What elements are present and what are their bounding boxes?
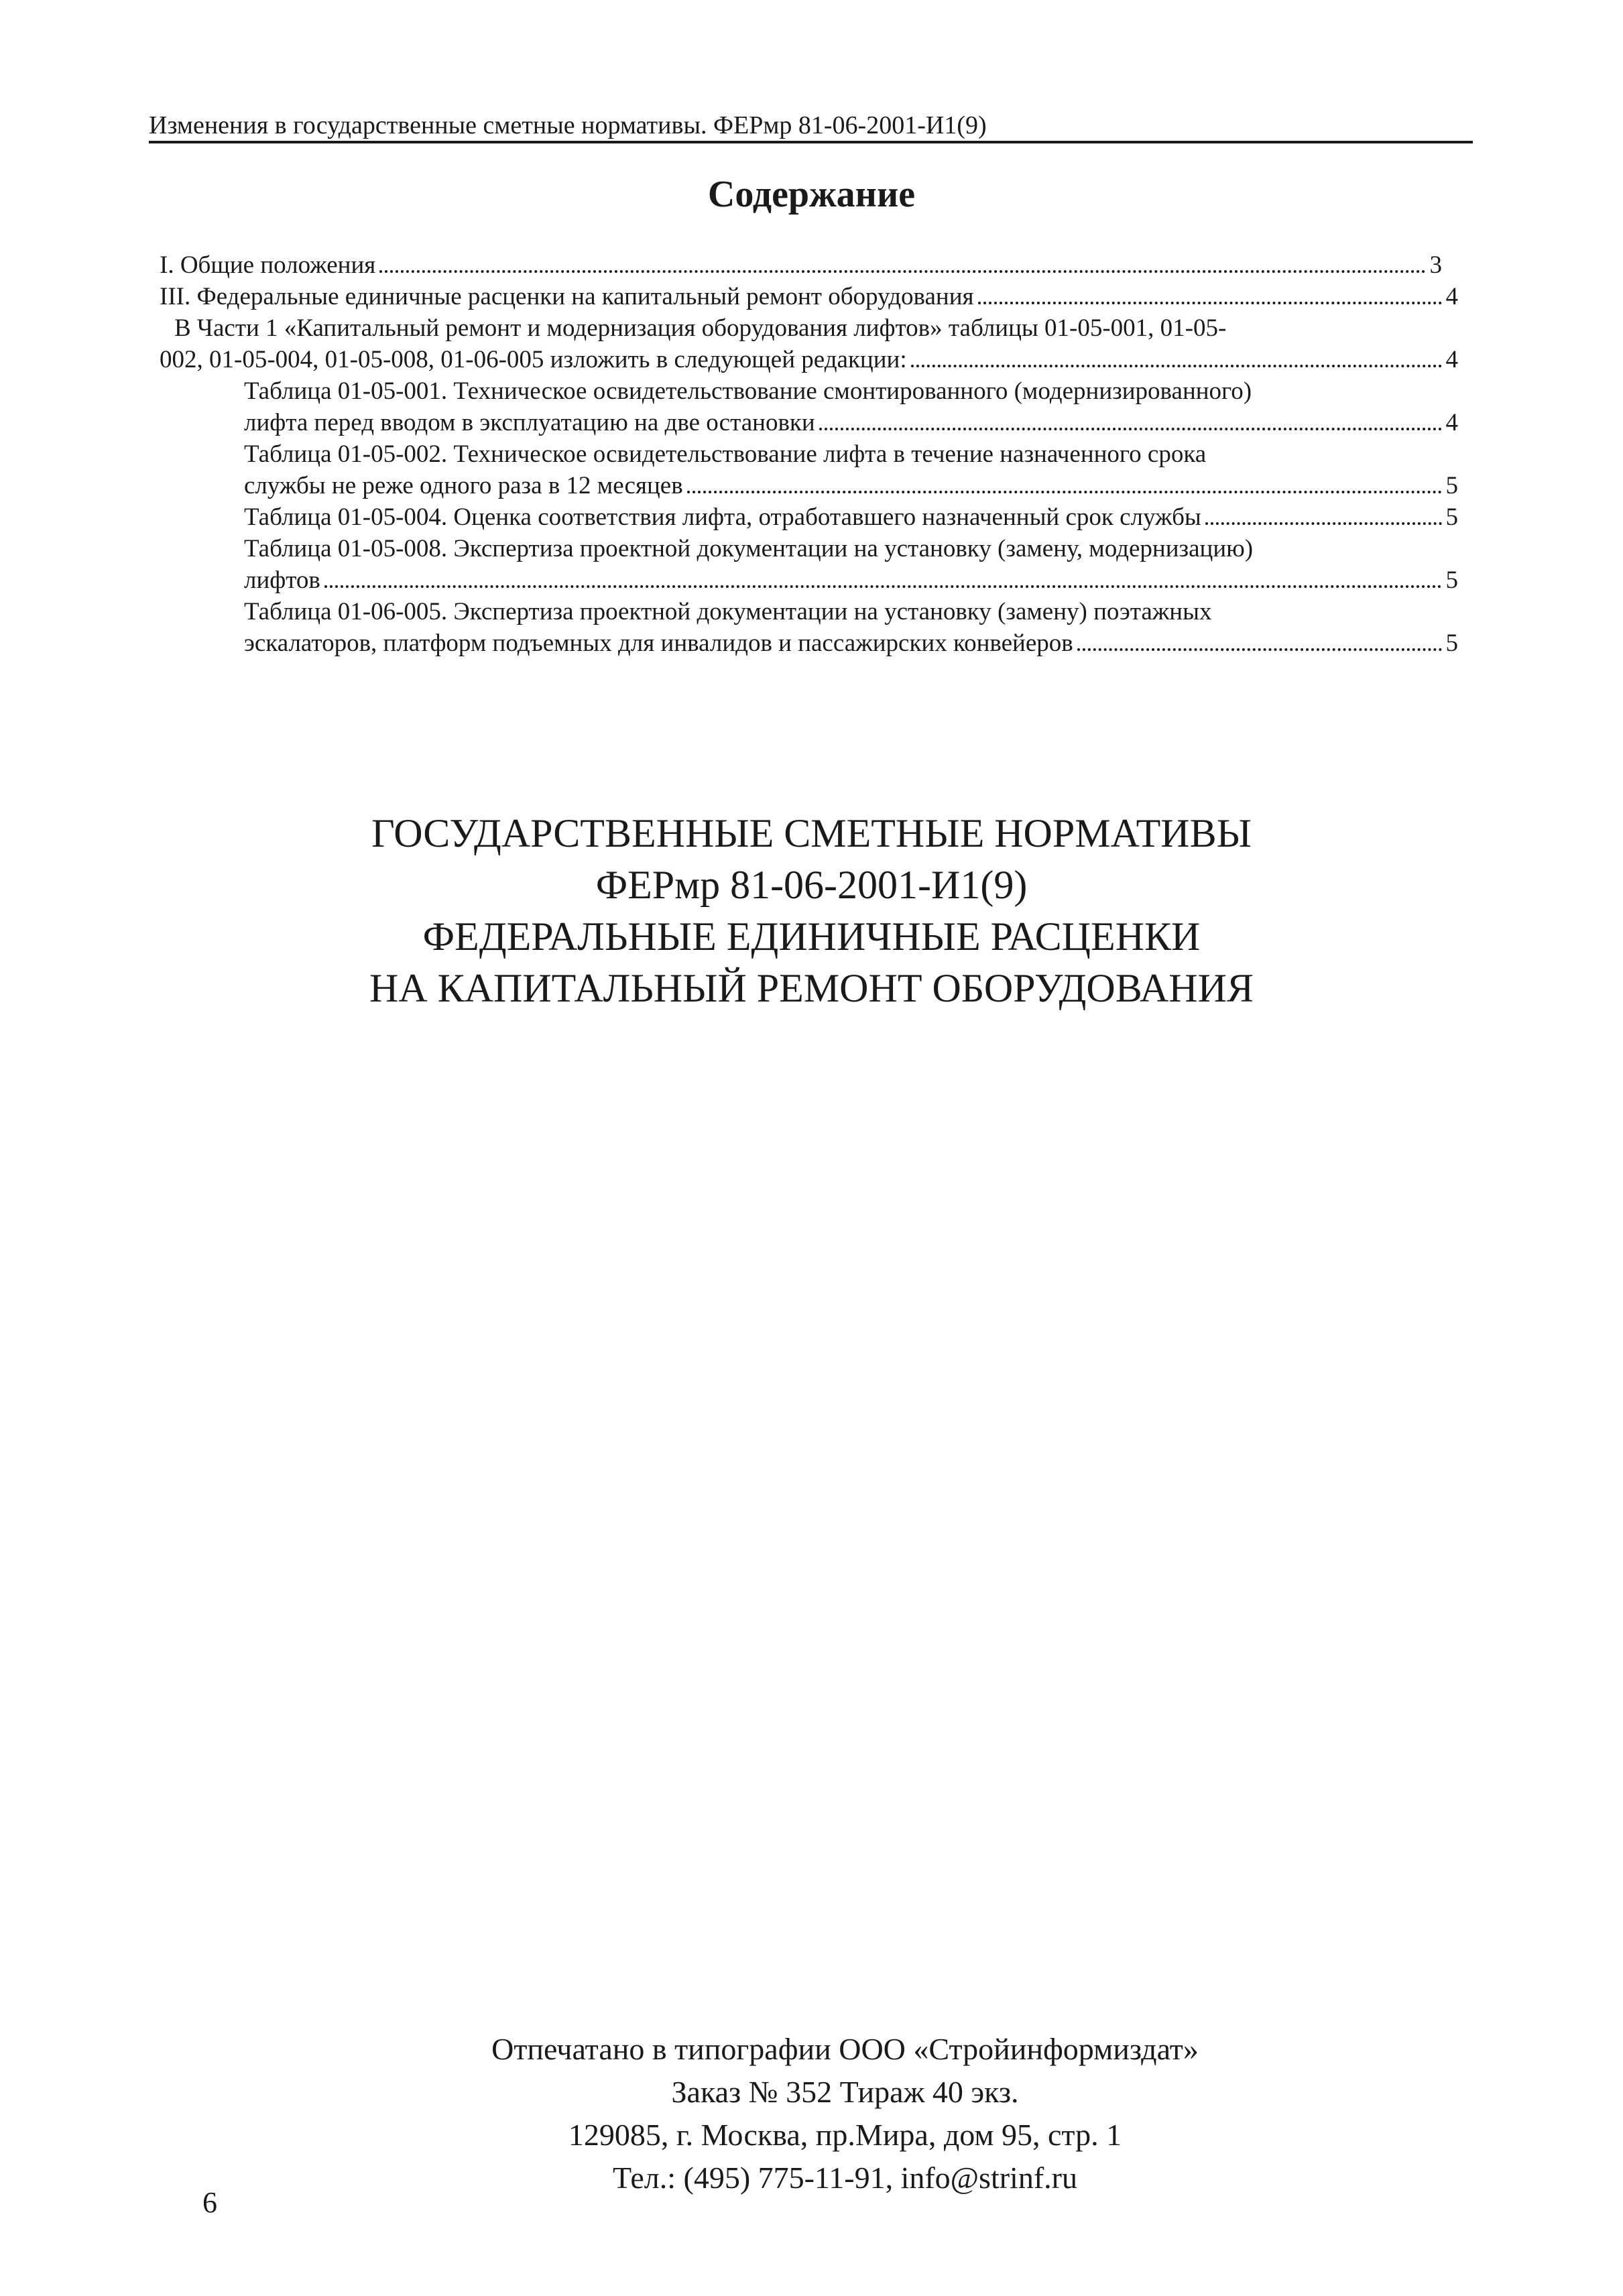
toc-entry-title-line1: Таблица 01-05-001. Техническое освидетельствование смонтированного (модернизированного)	[244, 377, 1252, 405]
toc-title: Содержание	[707, 174, 916, 215]
title-line-code: ФЕРмр 81-06-2001-И1(9)	[595, 863, 1028, 907]
toc-leader-dots	[687, 491, 1442, 493]
toc-page-number: 5	[1445, 472, 1458, 499]
imprint-printer: Отпечатано в типографии ООО «Стройинформиздат»	[491, 2032, 1199, 2066]
toc-entry[interactable]	[244, 533, 1458, 596]
title-line-repair: НА КАПИТАЛЬНЫЙ РЕМОНТ ОБОРУДОВАНИЯ	[369, 966, 1254, 1010]
toc-entry[interactable]	[160, 312, 1458, 375]
toc-page-number: 4	[1445, 346, 1458, 373]
toc-entry[interactable]	[244, 375, 1458, 438]
toc-page-number: 4	[1445, 283, 1458, 310]
toc-leader-dots	[978, 302, 1442, 304]
toc-entry-title-line1: Таблица 01-06-005. Экспертиза проектной документации на установку (замену) поэтажных	[244, 598, 1212, 625]
toc-leader-dots	[379, 270, 1425, 273]
imprint	[0, 2028, 1623, 2199]
page-number: 6	[202, 2186, 217, 2219]
toc-leader-dots	[819, 428, 1442, 430]
toc-entry-title-line2: лифта перед вводом в эксплуатацию на две остановки	[244, 409, 815, 436]
title-line-rates: ФЕДЕРАЛЬНЫЕ ЕДИНИЧНЫЕ РАСЦЕНКИ	[422, 914, 1201, 959]
toc-entry[interactable]	[160, 249, 1442, 281]
toc-leader-dots	[1077, 648, 1442, 651]
header-rule	[149, 141, 1473, 143]
imprint-contacts: Тел.: (495) 775-11-91, info@strinf.ru	[613, 2161, 1077, 2195]
toc-entry-title-line1: Таблица 01-05-008. Экспертиза проектной документации на установку (замену, модернизацию)	[244, 535, 1254, 562]
toc-page-number: 5	[1445, 503, 1458, 531]
toc-leader-dots	[1205, 522, 1442, 525]
toc-page-number: 5	[1445, 629, 1458, 657]
title-line-standards: ГОСУДАРСТВЕННЫЕ СМЕТНЫЕ НОРМАТИВЫ	[371, 811, 1252, 855]
toc-entry-title-line2: лифтов	[244, 566, 320, 594]
toc-page-number: 5	[1445, 566, 1458, 594]
toc-entry-title-line2: 002, 01-05-004, 01-05-008, 01-06-005 изложить в следующей редакции:	[160, 346, 907, 373]
toc-entry[interactable]	[244, 501, 1458, 533]
toc-entry-title: I. Общие положения	[160, 251, 376, 279]
toc-entry-title-line2: службы не реже одного раза в 12 месяцев	[244, 472, 683, 499]
toc-entry[interactable]	[160, 281, 1458, 312]
toc-leader-dots	[911, 365, 1442, 367]
toc-entry[interactable]	[244, 438, 1458, 501]
toc-page-number: 3	[1429, 251, 1442, 279]
toc-entry[interactable]	[244, 596, 1458, 659]
imprint-address: 129085, г. Москва, пр.Мира, дом 95, стр. 1	[568, 2118, 1122, 2152]
title-block	[0, 808, 1623, 1014]
toc-entry-title-line1: В Части 1 «Капитальный ремонт и модернизация оборудования лифтов» таблицы 01-05-001, 01-05-	[174, 314, 1227, 342]
imprint-order: Заказ № 352 Тираж 40 экз.	[671, 2075, 1019, 2109]
toc-leader-dots	[324, 585, 1442, 588]
running-header: Изменения в государственные сметные нормативы. ФЕРмр 81-06-2001-И1(9)	[149, 111, 987, 139]
toc-entry-title: Таблица 01-05-004. Оценка соответствия лифта, отработавшего назначенный срок службы	[244, 503, 1201, 531]
toc-entry-title-line1: Таблица 01-05-002. Техническое освидетельствование лифта в течение назначенного срока	[244, 440, 1207, 468]
toc-entry-title-line2: эскалаторов, платформ подъемных для инвалидов и пассажирских конвейеров	[244, 629, 1073, 657]
toc-page-number: 4	[1445, 409, 1458, 436]
toc-entry-title: III. Федеральные единичные расценки на капитальный ремонт оборудования	[160, 283, 974, 310]
